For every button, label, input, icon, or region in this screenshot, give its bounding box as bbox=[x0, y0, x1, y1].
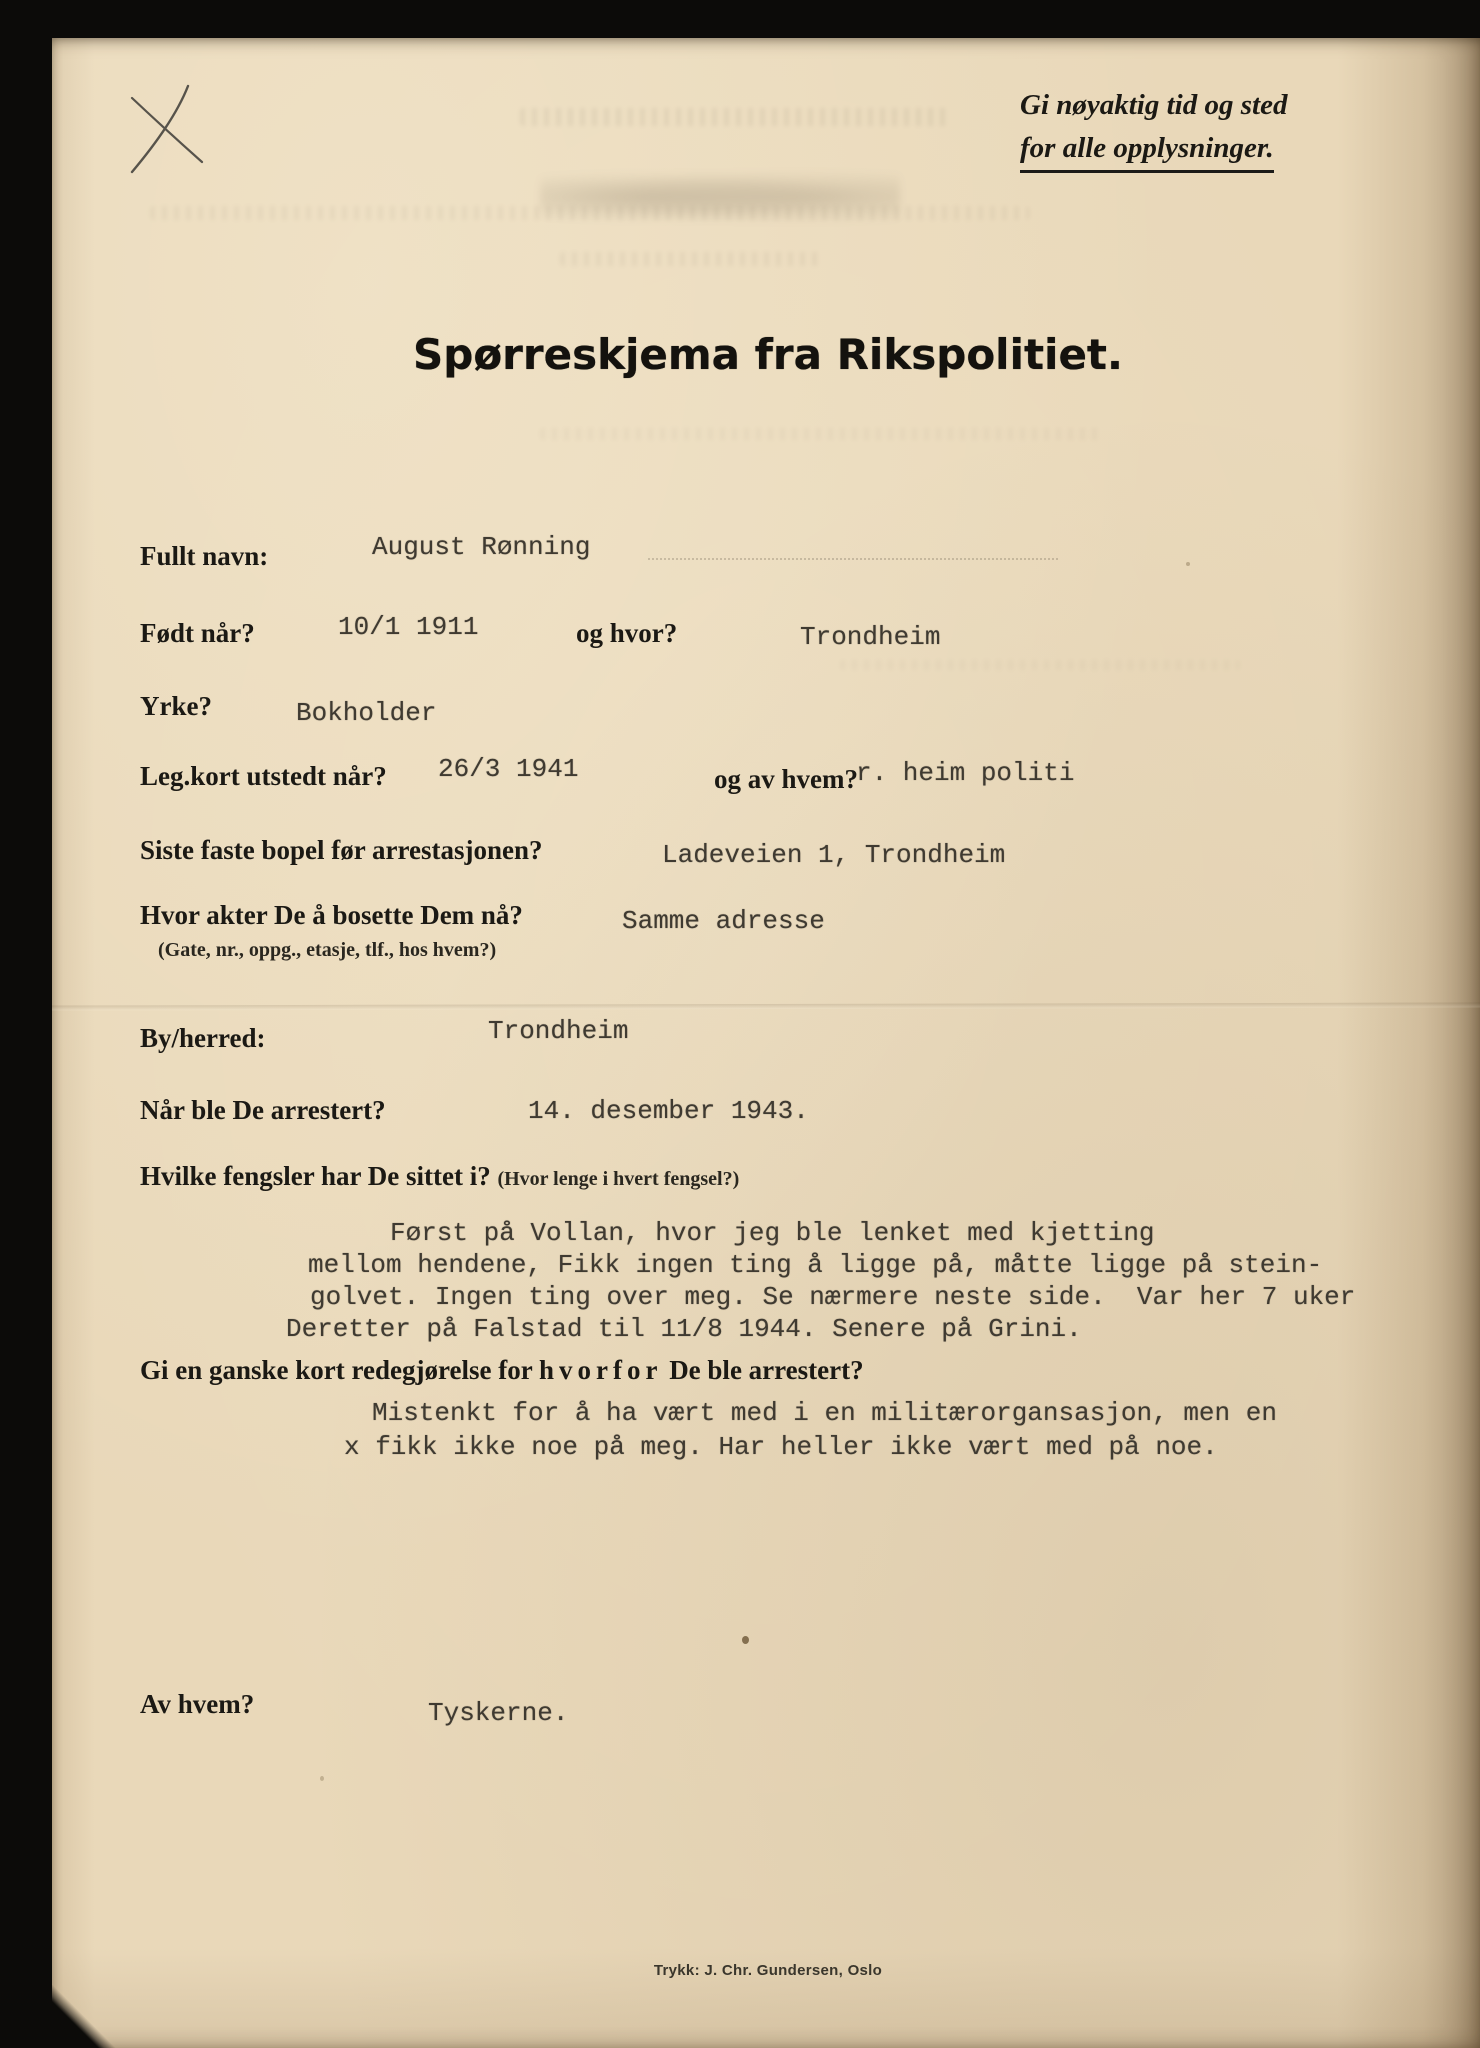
handwritten-x-mark bbox=[118, 82, 214, 178]
field-label-fullt-navn: Fullt navn: bbox=[140, 541, 269, 571]
field-label-bosette: Hvor akter De å bosette Dem nå? bbox=[140, 900, 523, 930]
paper-speck bbox=[742, 1636, 749, 1644]
bleedthrough-smudge bbox=[840, 660, 1240, 670]
field-label-arrestert: Når ble De arrestert? bbox=[140, 1095, 386, 1125]
field-label-bopel: Siste faste bopel før arrestasjonen? bbox=[140, 835, 543, 865]
field-label-av-hvem: Av hvem? bbox=[140, 1689, 255, 1719]
field-value-fullt-navn: August Rønning bbox=[372, 532, 591, 562]
field-value-og-hvor: Trondheim bbox=[800, 622, 941, 652]
field-value-fengsler-line: mellom hendene, Fikk ingen ting å ligge på, måtte ligge på stein- bbox=[308, 1250, 1323, 1280]
bleedthrough-smudge bbox=[560, 252, 820, 266]
field-label-og-av-hvem: og av hvem? bbox=[714, 764, 858, 794]
field-label-og-hvor: og hvor? bbox=[576, 618, 678, 648]
field-label-redegjorelse-pre: Gi en ganske kort redegjørelse for bbox=[140, 1355, 539, 1385]
paper-speck bbox=[1186, 562, 1190, 566]
field-value-fodt-nar: 10/1 1911 bbox=[338, 612, 479, 642]
field-label-redegjorelse bbox=[140, 1354, 864, 1386]
field-sublabel-bosette: (Gate, nr., oppg., etasje, tlf., hos hvem?) bbox=[158, 939, 497, 961]
instruction-line-1: Gi nøyaktig tid og sted bbox=[1020, 89, 1288, 121]
field-value-redegjorelse-line: Mistenkt for å ha vært med i en militærorgansasjon, men en bbox=[372, 1398, 1277, 1428]
field-label-by-herred: By/herred: bbox=[140, 1023, 266, 1053]
field-value-fengsler-line: golvet. Ingen ting over meg. Se nærmere neste side. Var her 7 uker bbox=[310, 1282, 1356, 1312]
field-label-redegjorelse-emphasis: hvorfor bbox=[538, 1355, 663, 1385]
field-value-yrke: Bokholder bbox=[296, 698, 437, 728]
field-sublabel-fengsler: (Hvor lenge i hvert fengsel?) bbox=[497, 1168, 740, 1190]
field-label-fengsler-main: Hvilke fengsler har De sittet i? bbox=[140, 1161, 491, 1191]
field-label-fengsler bbox=[140, 1160, 739, 1192]
form-title: Spørreskjema fra Rikspolitiet. bbox=[413, 330, 1123, 379]
bleedthrough-smudge bbox=[520, 108, 950, 126]
dotted-leader bbox=[648, 558, 1058, 560]
bleedthrough-smudge bbox=[540, 428, 1100, 440]
field-value-by-herred: Trondheim bbox=[488, 1016, 629, 1046]
field-label-redegjorelse-post: De ble arrestert? bbox=[662, 1355, 864, 1385]
field-value-bosette: Samme adresse bbox=[622, 906, 825, 936]
field-value-legkort: 26/3 1941 bbox=[438, 754, 579, 784]
print-credit: Trykk: J. Chr. Gundersen, Oslo bbox=[653, 1962, 883, 1979]
field-label-legkort: Leg.kort utstedt når? bbox=[140, 761, 387, 791]
paper-speck bbox=[320, 1776, 324, 1781]
field-value-av-hvem: Tyskerne. bbox=[428, 1698, 569, 1728]
field-value-bopel: Ladeveien 1, Trondheim bbox=[662, 840, 1006, 870]
field-value-og-av-hvem: r. heim politi bbox=[856, 758, 1075, 788]
instruction-line-2: for alle opplysninger. bbox=[1020, 129, 1274, 173]
field-value-fengsler-line: Først på Vollan, hvor jeg ble lenket med kjetting bbox=[390, 1218, 1155, 1248]
field-value-fengsler-line: Deretter på Falstad til 11/8 1944. Senere på Grini. bbox=[286, 1314, 1082, 1344]
bleedthrough-smudge bbox=[150, 206, 1030, 220]
field-label-yrke: Yrke? bbox=[140, 691, 212, 721]
field-label-fodt-nar: Født når? bbox=[140, 618, 255, 648]
header-instruction-note bbox=[1020, 86, 1400, 173]
field-value-arrestert: 14. desember 1943. bbox=[528, 1096, 809, 1126]
field-value-redegjorelse-line: x fikk ikke noe på meg. Har heller ikke vært med på noe. bbox=[344, 1432, 1218, 1462]
